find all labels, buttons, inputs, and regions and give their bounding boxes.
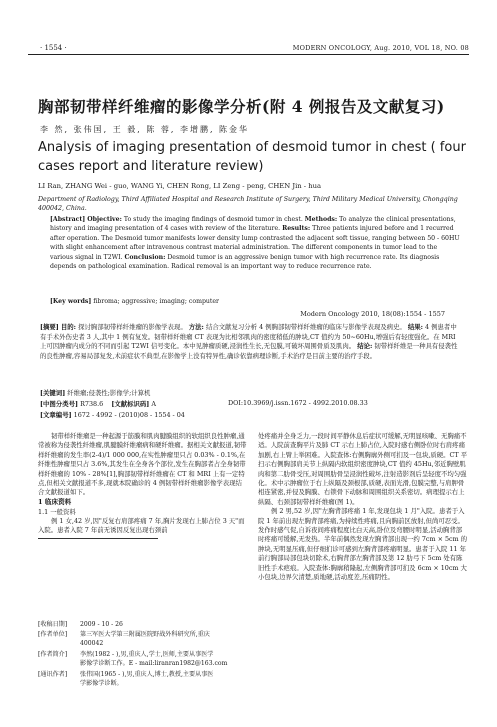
objective-cn-label: 目的: [60, 323, 77, 331]
footnote-text: 张伟国(1965 - ),男,重庆人,博士,教授,主要从事医 [80, 671, 214, 678]
footnote-text: 2009 - 10 - 26 [80, 621, 123, 628]
keywords-cn-text: 纤维瘤;侵袭性;影像学;计算机 [67, 389, 151, 397]
abstract-cn-label: [摘要] [40, 323, 59, 331]
clc-value: R738.6 [80, 400, 104, 408]
doc-code-value: A [151, 400, 156, 408]
authors-chinese: 李 然, 张伟国, 王 毅, 陈 蓉, 李增鹏, 陈金华 [40, 125, 250, 134]
keywords-english [50, 298, 460, 305]
conclusion-cn-label: 结论: [357, 342, 373, 351]
objective-label: Objective: [87, 216, 122, 223]
keywords-chinese [40, 388, 460, 397]
footnote-text: 李然(1982 - ),男,重庆人,学士,医师,主要从事医学 [80, 651, 214, 658]
case1-paragraph: 例 1 女,42 岁,因"反复右肩部疼痛 7 年,胸片发现右上肺占位 3 天"而入院。患者入院 7 年前无诱因反复出现右颈前 [38, 517, 245, 535]
keywords-label: [Key words] [50, 298, 92, 305]
footnote-corresponding [38, 670, 248, 688]
affiliation: Department of Radiology, Third Affiliated Hospital and Research Institute of Surgery, Third Military Medical University, Chongqing 400042, China. [38, 196, 458, 212]
intro-paragraph: 韧带样纤维瘤是一种起源于筋膜和肌肉腱膜组织的软组织良性肿瘤,通常被称为侵袭性纤维瘤,肌腱膜纤维瘤病和硬纤维瘤。据相关文献报道,韧带样纤维瘤的发生率(2-4)/1 000 000,在实性肿瘤里只占 0.03% - 0.1%,在纤维性肿瘤里只占 3.6%,其发生在全身各个部位,发生在胸部者占全身韧带样纤维瘤的 10% - 28%[1],胸部韧带样纤维瘤在 CT 和 MRI 上有一定特点,但相关文献报道不多,现就本院确诊的 4 例韧带样纤维瘤影像学表现结合文献报道如下。 [38, 432, 247, 497]
article-number-label: [文章编号] [40, 411, 72, 419]
title-chinese: 胸部韧带样纤维瘤的影像学分析(附 4 例报告及文献复习) [38, 97, 445, 116]
article-number-value: 1672 - 4992 - (2010)08 - 1554 - 04 [73, 411, 185, 419]
footnote-label: [作者单位] [38, 631, 68, 638]
conclusion-label: Conclusion: [124, 253, 166, 261]
footnote-label: [收稿日期] [38, 621, 68, 628]
footnote-label: [作者简介] [38, 651, 68, 658]
authors-english: LI Ran, ZHANG Wei - guo, WANG Yi, CHEN Rong, LI Zeng - peng, CHEN Jin - hua [38, 182, 322, 190]
objective-cn-text: 探讨胸部韧带样纤维瘤的影像学表现。 [78, 323, 187, 331]
footnote-author [38, 650, 248, 668]
right-column [258, 432, 468, 583]
results-label: Results: [282, 225, 311, 233]
doi: DOI:10.3969/j.issn.1672 - 4992.2010.08.33 [228, 399, 368, 407]
methods-text: To analyze the clinical presentations, history and imaging presentation of 4 cases with review of the literature. [50, 216, 456, 233]
results-text: Three patients injured before and 1 recurred after operation. The Desmoid tumor manifests lower density lump contrasted the adjacent soft tissue, ranging between 50 - 60HU with slight enhancement after intravenous contrast material administration. The different components in tumor lead to the various signal in T2WI. [50, 225, 460, 261]
abstract-english [50, 215, 460, 271]
footnote-text: 学影像学诊断。 [80, 680, 123, 688]
keywords-text: fibroma; aggressive; imaging; computer [93, 298, 220, 305]
results-cn-text: 4 例患者中有手术外伤史者 3 人,其中 1 例有复发。韧带样纤维瘤 CT 表现为比相邻肌肉的密度稍低的肿块,CT 值约为 50~60Hu,增强后有轻度强化。在 MRI 上可因肿瘤内成分的不同而引起 T2WI 信号变化。本中见肿瘤质硬,浸润性生长,无包膜,可破坏周围骨质及肌肉。 [40, 323, 457, 351]
footnote-rule [38, 538, 158, 539]
header-rule [28, 54, 469, 55]
footnote-text: 影像学诊断工作。E - mail:liranran1982@163.com [80, 660, 228, 668]
case2-paragraph: 例 2 男,52 岁,因"左胸背部疼痛 1 年,发现包块 1 月"入院。患者于入院 1 年前出现左胸背部疼痛,为持续性疼痛,且向胸前区放射,但尚可忍受。发作时感气促,自诉夜间疼痛程度比白天高,卧位及弯腰时明显,活动胸背部时疼痛可缓解,无发热。半年前偶然发现左胸背部出现一约 7cm × 5cm 的肿块,无明显压痛,但仔细扪诊可感到左胸背部疼痛明显。患者于入院 11 年前行胸部局部包块切除术,右胸背部左胸背部及第 12 肋弓下 5cm 处有陈旧性手术疤痕。入院查体:胸廓稍隆起,左侧胸背部可扪及 6cm × 10cm 大小包块,边界欠清楚,质地硬,活动度差,压痛阴性。 [258, 507, 468, 582]
abstract-chinese [40, 323, 460, 361]
abstract-label: [Abstract] [50, 216, 86, 223]
footnote-text: 400042 [80, 640, 104, 648]
footnote-label: [通讯作者] [38, 671, 68, 678]
footnote-received [38, 620, 248, 629]
conclusion-cn-text: 韧带样纤维是一种具有侵袭性的良性肿瘤,容易局部复发,术前症状不典型,在影像学上没有特异性,确诊依靠病理诊断,手术治疗是目前主要的治疗手段。 [40, 342, 458, 360]
subsection-heading: 1.1 一般资料 [38, 508, 76, 516]
objective-text: To study the imaging findings of desmoid tumor in chest. [123, 216, 303, 223]
methods-label: Methods: [304, 216, 338, 223]
article-number [40, 410, 460, 419]
case1-continued: 处疼痛并全身乏力,一段时间平静休息后症状可缓解,无明显咳嗽、无胸痛不适。人院前查胸平片及肺 CT 示右上肺占位,入院时感右侧卧位时右肩疼痛加剧,右上臂上举困难。入院查体:右侧胸廓外侧可扪及一包块,质硬。CT 平扫示右侧胸部肩关节上纵隔内软组织密度肿块,CT 值约 45Hu,邻近胸壁肌肉和第二肋骨受压,对周围肋骨呈浸润性破坏,注射造影剂后呈轻度不均匀强化。术中示肿瘤位于右上纵隔及颈根部,质硬,表面光滑,包膜完整,与肩胛骨相连紧密,并侵及胸膜、右锁骨下动脉和周围组织关系密切。病理提示右上纵隔、右颈部韧带样纤维瘤(图 1)。 [258, 432, 468, 506]
conclusion-text: Desmoid tumor is an aggressive benign tumor with high recurrence rate. Its diagnosis depends on pathological examination. Radical removal is an important way to reduce recurrence rate. [50, 253, 440, 271]
results-cn-label: 结果: [407, 323, 423, 331]
title-english: Analysis of imaging presentation of desmoid tumor in chest ( four cases report and literature review) [38, 140, 466, 174]
methods-cn-label: 方法: [188, 323, 204, 331]
section-heading: 1 临床资料 [38, 498, 72, 506]
doc-code-label: [文献标识码] [111, 400, 150, 408]
journal-header: MODERN ONCOLOGY, Aug. 2010, VOL 18, NO. 08 [292, 44, 469, 52]
clc-label: [中图分类号] [40, 400, 79, 408]
footnote-text: 第三军医大学第三附属医院野战外科研究所,重庆 [80, 631, 210, 638]
page-number: · 1554 · [40, 44, 67, 52]
keywords-cn-label: [关键词] [40, 389, 66, 397]
citation: Modern Oncology 2010, 18(08):1554 - 1557 [300, 310, 445, 318]
methods-cn-text: 结合文献复习分析 4 例胸部韧带样纤维瘤的临床与影像学表现及病史。 [205, 323, 406, 331]
footnote-affiliation [38, 630, 248, 648]
